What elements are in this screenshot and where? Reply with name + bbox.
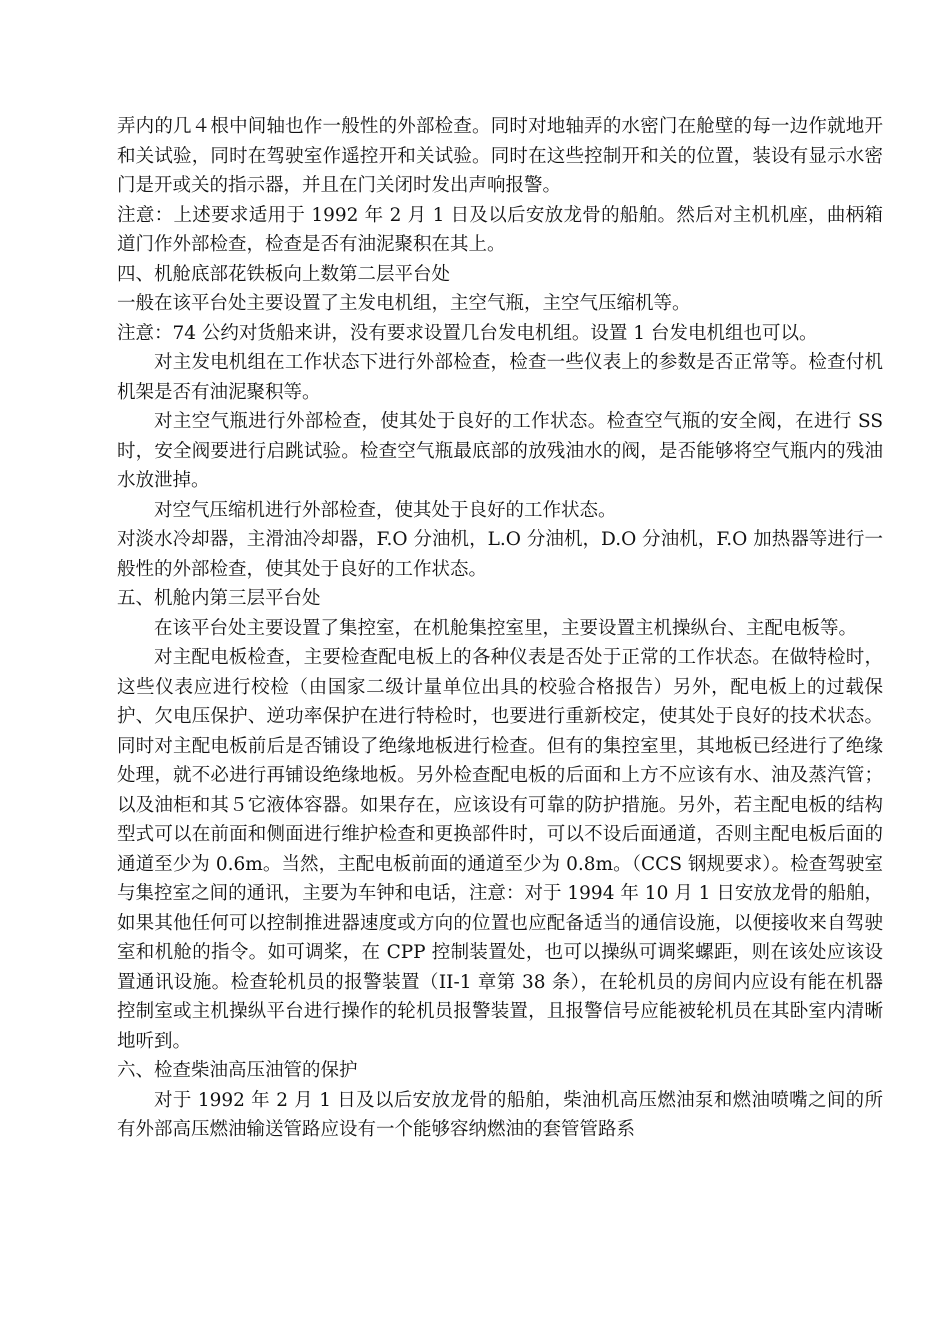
paragraph-note-74: 注意：74 公约对货船来讲，没有要求设置几台发电机组。设置 1 台发电机组也可以。 [117,322,818,344]
paragraph-coolers: 对淡水冷却器，主滑油冷却器，F.O 分油机，L.O 分油机，D.O 分油机，F.O 加热器等进行一般性的外部检查，使其处于良好的工作状态。 [117,529,883,580]
section-heading-6: 六、检查柴油高压油管的保护 [117,1060,358,1081]
paragraph-note-1992: 注意：上述要求适用于 1992 年 2 月 1 日及以后安放龙骨的船舶。然后对主机机座，曲柄箱道门作外部检查，检查是否有油泥聚积在其上。 [117,204,883,255]
paragraph-1: 弄内的几４根中间轴也作一般性的外部检查。同时对地轴弄的水密门在舱壁的每一边作就地开和关试验，同时在驾驶室作遥控开和关试验。同时在这些控制开和关的位置，装设有显示水密门是开或关的指示器，并且在门关闭时发出声响报警。 [117,116,883,196]
paragraph-compressor: 对空气压缩机进行外部检查，使其处于良好的工作状态。 [154,499,617,521]
paragraph-fuel-pipe: 对于 1992 年 2 月 1 日及以后安放龙骨的船舶，柴油机高压燃油泵和燃油喷嘴之间的所有外部高压燃油输送管路应设有一个能够容纳燃油的套管管路系 [117,1089,883,1140]
paragraph-generator: 对主发电机组在工作状态下进行外部检查，检查一些仪表上的参数是否正常等。检查付机机架是否有油泥聚积等。 [117,352,883,403]
paragraph-switchboard: 对主配电板检查，主要检查配电板上的各种仪表是否处于正常的工作状态。在做特检时，这些仪表应进行校检（由国家二级计量单位出具的校验合格报告）另外，配电板上的过载保护、欠电压保护、逆功率保护在进行特检时，也要进行重新校定，使其处于良好的技术状态。同时对主配电板前后是否铺设了绝缘地板进行检查。但有的集控室里，其地板已经进行了绝缘处理，就不必进行再铺设绝缘地板。另外检查配电板的后面和上方不应该有水、油及蒸汽管；以及油柜和其５它液体容器。如果存在，应该设有可靠的防护措施。另外，若主配电板的结构型式可以在前面和侧面进行维护检查和更换部件时，可以不设后面通道，否则主配电板后面的通道至少为 0.6m。当然，主配电板前面的通道至少为 0.8m。（CCS 钢规要求）。检查驾驶室与集控室之间的通讯，主要为车钟和电话，注意：对于 1994 年 10 月 1 日安放龙骨的船舶，如果其他任何可以控制推进器速度或方向的位置也应配备适当的通信设施，以便接收来自驾驶室和机舱的指令。如可调桨，在 CPP 控制装置处，也可以操纵可调桨螺距，则在该处应该设置通讯设施。检查轮机员的报警装置（II-1 章第 38 条），在轮机员的房间内应设有能在机器控制室或主机操纵平台进行操作的轮机员报警装置，且报警信号应能被轮机员在其卧室内清晰地听到。 [117,647,883,1052]
paragraph-platform-2: 一般在该平台处主要设置了主发电机组，主空气瓶，主空气压缩机等。 [117,293,691,314]
section-heading-4: 四、机舱底部花铁板向上数第二层平台处 [117,263,451,285]
paragraph-air-bottle: 对主空气瓶进行外部检查，使其处于良好的工作状态。检查空气瓶的安全阀，在进行 SS 时，安全阀要进行启跳试验。检查空气瓶最底部的放残油水的阀，是否能够将空气瓶内的残油水放泄掉。 [117,411,883,491]
paragraph-control-room: 在该平台处主要设置了集控室，在机舱集控室里，主要设置主机操纵台、主配电板等。 [154,617,858,639]
section-heading-5: 五、机舱内第三层平台处 [117,588,321,609]
document-body [117,112,883,1145]
